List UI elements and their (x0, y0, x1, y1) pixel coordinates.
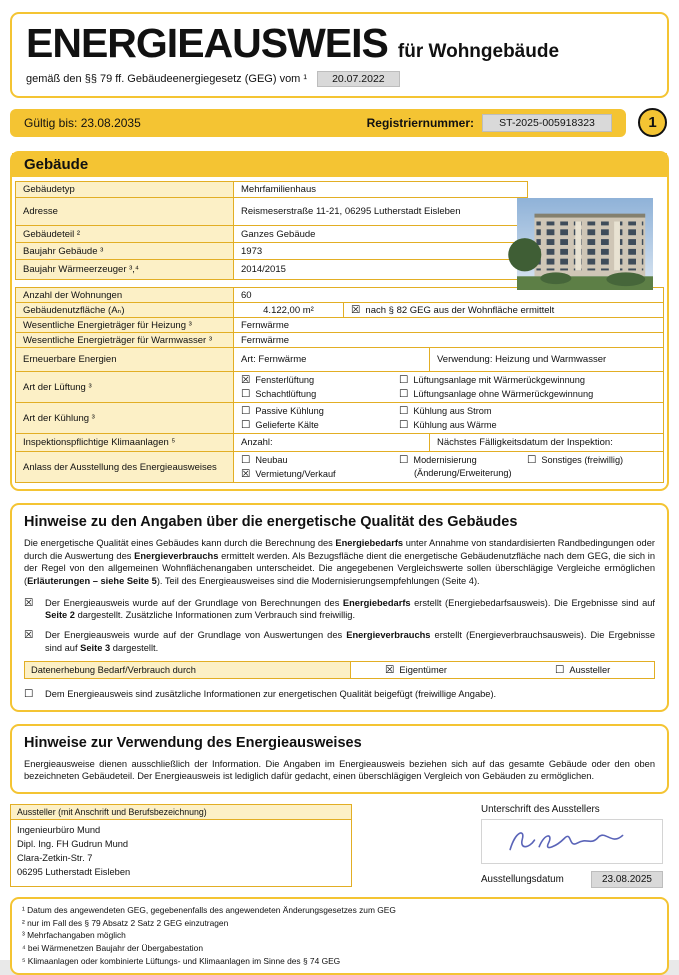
reason-option-continuation: (Änderung/Erweiterung) (414, 468, 512, 479)
text-segment: Der Energieausweis wurde auf der Grundlage von Berechnungen des (45, 597, 343, 608)
issuer-line: 06295 Lutherstadt Eisleben (17, 866, 131, 877)
issue-date-label: Ausstellungsdatum (481, 874, 564, 886)
checkbox-checked-icon[interactable]: ☒ (24, 628, 34, 641)
page-number-badge: 1 (638, 108, 667, 137)
reason-option: ☐ Modernisierung (399, 453, 477, 466)
note-text (45, 597, 655, 622)
field-label: Baujahr Gebäude ³ (16, 243, 234, 260)
issuer-line: Ingenieurbüro Mund (17, 825, 101, 836)
text-segment: Die energetische Qualität eines Gebäudes kann durch die Berechnung des (24, 538, 336, 549)
reason-option: ☐ Sonstiges (freiwillig) (527, 453, 624, 466)
table-row (16, 434, 664, 452)
text-segment: unter Annahme von standardisierten Randbedingungen oder durch die Auswertung des (24, 538, 655, 561)
geg-date-field: 20.07.2022 (317, 71, 400, 87)
usage-notes-section (10, 724, 669, 794)
building-photo (517, 198, 653, 290)
field-value: 1973 (234, 243, 528, 260)
field-value: 4.122,00 m² (234, 303, 344, 318)
ventilation-option: ☐ Lüftungsanlage mit Wärmerückgewinnung (399, 373, 586, 386)
registry-label: Registriernummer: (366, 115, 474, 130)
footnote: ³ Mehrfachangaben möglich (22, 930, 126, 941)
text-segment: ermittelt werden. Als Bezugsfläche dient die energetische Gebäudenutzfläche nach dem GEG, die sich in der Regel von den allgemeinen Wohnflächenangaben unterscheidet. Die angegebenen Vergleichswerte sollen überschlägige Vergleiche ermöglichen ( (24, 550, 655, 586)
building-section (10, 151, 669, 491)
ventilation-option: ☐ Schachtlüftung (241, 387, 317, 400)
field-value: Reismeserstraße 11-21, 06295 Lutherstadt Eisleben (234, 198, 528, 226)
cooling-options (234, 403, 664, 434)
checkbox-unchecked-icon[interactable]: ☐ (24, 688, 34, 701)
usage-notes-title: Hinweise zur Verwendung des Energieausweises (24, 734, 362, 751)
valid-until-label: Gültig bis: (24, 115, 78, 130)
usage-notes-paragraph: Energieausweise dienen ausschließlich der Information. Die Angaben im Energieausweis beziehen sich auf das gesamte Gebäude oder den oben bezeichneten Gebäudeteil. Der Energieausweis ist lediglich dafür gedacht, einen überschlägigen Vergleich von Gebäuden zu ermöglichen. (24, 758, 655, 782)
text-segment: Energieverbrauchs (346, 629, 431, 640)
field-label: Gebäudeteil ² (16, 226, 234, 243)
checkbox-unchecked-icon[interactable]: ☐ (399, 418, 409, 431)
data-collection-option: ☒ Eigentümer (385, 663, 447, 676)
text-segment: ). Teil des Energieausweises sind die Modernisierungsempfehlungen (Seite 4). (156, 575, 480, 586)
table-row (16, 348, 664, 372)
table-row (16, 372, 664, 403)
reason-option: ☐ Neubau (241, 453, 288, 466)
checkbox-unchecked-icon[interactable]: ☐ (241, 453, 251, 466)
ventilation-options (234, 372, 664, 403)
photo-spacer (528, 182, 664, 198)
field-label: Erneuerbare Energien (16, 348, 234, 372)
hvac-count: Anzahl: (234, 434, 430, 452)
field-label: Baujahr Wärmeerzeuger ³,⁴ (16, 260, 234, 280)
ventilation-option: ☐ Lüftungsanlage ohne Wärmerückgewinnung (399, 387, 594, 400)
text-segment: Energieverbrauchs (134, 550, 219, 561)
table-row (16, 303, 664, 318)
ventilation-option: ☒ Fensterlüftung (241, 373, 315, 386)
signature-area (481, 804, 663, 888)
law-reference-row (26, 71, 653, 87)
issuer-box (10, 804, 352, 887)
title-row (26, 22, 653, 65)
footnote: ⁵ Klimaanlagen oder kombinierte Lüftungs- und Klimaanlagen im Sinne des § 74 GEG (22, 955, 341, 966)
checkbox-unchecked-icon[interactable]: ☐ (399, 387, 409, 400)
field-label: Gebäudenutzfläche (Aₙ) (16, 303, 234, 318)
table-row (16, 452, 664, 483)
checkbox-checked-icon[interactable]: ☒ (24, 596, 34, 609)
floor-area-note (344, 303, 664, 318)
field-label: Art der Kühlung ³ (16, 403, 234, 434)
field-label: Inspektionspflichtige Klimaanlagen ⁵ (16, 434, 234, 452)
signature (497, 823, 647, 861)
note-text: Dem Energieausweis sind zusätzliche Informationen zur energetischen Qualität beigefügt (freiwillige Angabe). (45, 689, 497, 700)
table-row (16, 403, 664, 434)
issuer-line: Dipl. Ing. FH Gudrun Mund (17, 839, 129, 850)
reason-option: ☒ Vermietung/Verkauf (241, 467, 336, 480)
table-row (16, 318, 664, 333)
field-label: Anzahl der Wohnungen (16, 288, 234, 303)
field-label: Art der Lüftung ³ (16, 372, 234, 403)
note-text (45, 629, 655, 654)
table-row (16, 333, 664, 348)
footer-row (10, 804, 669, 888)
checkbox-unchecked-icon[interactable]: ☐ (241, 404, 251, 417)
data-collection-label: Datenerhebung Bedarf/Verbrauch durch (25, 662, 351, 678)
footnote: ² nur im Fall des § 79 Absatz 2 Satz 2 GEG einzutragen (22, 917, 229, 928)
validity-row (10, 108, 669, 137)
field-value: Fernwärme (234, 333, 664, 348)
text-segment: dargestellt. (110, 642, 159, 653)
table-row (16, 182, 664, 198)
checkbox-unchecked-icon[interactable]: ☐ (554, 663, 565, 676)
checkbox-checked-icon[interactable]: ☒ (241, 373, 251, 386)
footnote: ⁴ bei Wärmenetzen Baujahr der Übergabestation (22, 942, 203, 953)
checkbox-checked-icon[interactable]: ☒ (351, 303, 361, 316)
footnote: ¹ Datum des angewendeten GEG, gegebenenfalls des angewendeten Änderungsgesetzes zum GEG (22, 905, 396, 916)
field-label: Wesentliche Energieträger für Heizung ³ (16, 318, 234, 333)
quality-intro-paragraph (24, 537, 655, 588)
note-item-verbrauchsausweis (24, 629, 655, 654)
field-label: Adresse (16, 198, 234, 226)
renewables-art: Art: Fernwärme (234, 348, 430, 372)
checkbox-checked-icon[interactable]: ☒ (241, 467, 251, 480)
checkbox-unchecked-icon[interactable]: ☐ (399, 404, 409, 417)
registry-value-field: ST-2025-005918323 (482, 114, 612, 132)
text-segment: erstellt (Energiebedarfsausweis). Die Ergebnisse sind auf (410, 597, 655, 608)
cooling-option: ☐ Kühlung aus Strom (399, 404, 492, 417)
field-label: Wesentliche Energieträger für Warmwasser ³ (16, 333, 234, 348)
quality-notes-title: Hinweise zu den Angaben über die energetische Qualität des Gebäudes (24, 514, 518, 531)
field-value: Ganzes Gebäude (234, 226, 528, 243)
issue-date-row (481, 871, 663, 888)
checkbox-unchecked-icon[interactable]: ☐ (241, 418, 251, 431)
footnotes-section (10, 897, 669, 975)
note-item-additional-info (24, 688, 655, 701)
data-collection-row (24, 661, 655, 679)
issuer-line: Clara-Zetkin-Str. 7 (17, 852, 93, 863)
cooling-option: ☐ Kühlung aus Wärme (399, 418, 497, 431)
data-collection-option: ☐ Aussteller (554, 663, 611, 676)
renewables-use: Verwendung: Heizung und Warmwasser (430, 348, 664, 372)
hvac-due: Nächstes Fälligkeitsdatum der Inspektion: (430, 434, 664, 452)
text-segment: dargestellt. Zusätzliche Informationen zum Verbrauch sind freiwillig. (74, 610, 356, 621)
text-segment: Energiebedarfs (335, 538, 404, 549)
text-segment: Seite 3 (80, 642, 111, 653)
data-collection-options (351, 662, 654, 678)
quality-notes-section (10, 503, 669, 712)
issuer-label: Aussteller (mit Anschrift und Berufsbezeichnung) (11, 805, 351, 820)
document-subtitle: für Wohngebäude (397, 41, 560, 62)
signature-label: Unterschrift des Ausstellers (481, 804, 600, 816)
valid-until (24, 116, 141, 130)
document-title: ENERGIEAUSWEIS (26, 20, 388, 66)
valid-until-date: 23.08.2035 (80, 115, 141, 130)
document-header (10, 12, 669, 98)
checkbox-unchecked-icon[interactable]: ☐ (399, 373, 409, 386)
note-item-bedarfsausweis (24, 597, 655, 622)
issuer-address (11, 820, 351, 886)
text-segment: Erläuterungen – siehe Seite 5 (27, 575, 157, 586)
field-value: Mehrfamilienhaus (234, 182, 528, 198)
issue-date-field: 23.08.2025 (591, 871, 663, 888)
field-value: 2014/2015 (234, 260, 528, 280)
law-reference-text: gemäß den §§ 79 ff. Gebäudeenergiegesetz (GEG) vom ¹ (26, 73, 308, 86)
checkbox-unchecked-icon[interactable]: ☐ (241, 387, 251, 400)
signature-box (481, 819, 663, 864)
cooling-option: ☐ Gelieferte Kälte (241, 418, 319, 431)
registry-number (367, 114, 612, 132)
cooling-option: ☐ Passive Kühlung (241, 404, 324, 417)
field-label: Anlass der Ausstellung des Energieausweises (16, 452, 234, 483)
floor-area-note-label: nach § 82 GEG aus der Wohnfläche ermittelt (365, 304, 555, 316)
field-value: Fernwärme (234, 318, 664, 333)
checkbox-unchecked-icon[interactable]: ☐ (527, 453, 537, 466)
text-segment: Seite 2 (45, 610, 75, 621)
checkbox-checked-icon[interactable]: ☒ (385, 663, 395, 676)
text-segment: erstellt (Energieverbrauchsausweis). Die Ergebnisse sind auf (45, 629, 656, 653)
field-value: 60 (234, 288, 664, 303)
validity-bar (10, 109, 626, 137)
checkbox-unchecked-icon[interactable]: ☐ (399, 453, 409, 466)
issue-reason-options (234, 452, 664, 483)
text-segment: Energiebedarfs (342, 597, 411, 608)
building-section-title: Gebäude (12, 153, 667, 177)
field-label: Gebäudetyp (16, 182, 234, 198)
text-segment: Der Energieausweis wurde auf der Grundlage von Auswertungen des (45, 629, 347, 640)
